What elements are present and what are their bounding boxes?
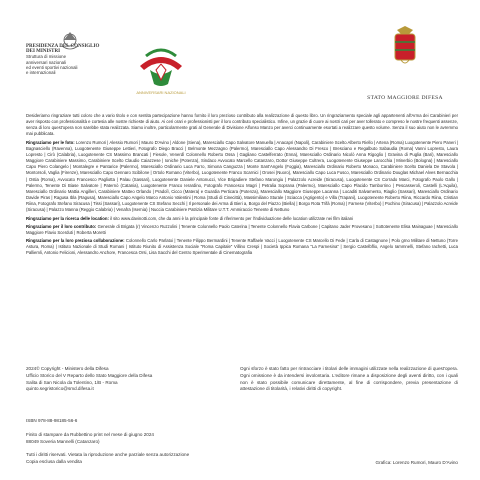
intro2-text: Siamo inoltre, particolarmente grati al Generale di Divisione Alfonso Manzo per averci continuamente esortati a realizzare questo volume. Senza il suo aiuto non le avremmo mai pubblicata. xyxy=(26,125,458,137)
intro-paragraph xyxy=(26,113,458,138)
locations-heading: Ringraziamo per la ricerca delle location: xyxy=(26,215,109,221)
copyright-block xyxy=(26,366,226,393)
presidenza-line4: anniversari nazionali xyxy=(26,59,67,65)
contributors-heading: Ringraziamo per il loro contributo: xyxy=(26,223,97,229)
copyright-line3: Salita di San Nicola da Tolentino, 1/B - Roma xyxy=(26,379,118,385)
collaboration-paragraph xyxy=(26,238,458,256)
rights-notice: Ogni sforzo è stato fatto per rintracciare i titolari delle immagini utilizzate nella realizzazione di quest'opera. Ogni omissione è da intendersi involontaria. L'editore rimane a disposizione degli aventi diritto, con i quali non è stato possibile comunicare direttamente, al fine di corrispondere, previa presentazione di attestazione di titolarità, i relativi diritti di copyright. xyxy=(240,366,458,392)
rights-line1: Tutti i diritti riservati. Vietata la riproduzione anche parziale senza autorizzazione xyxy=(26,452,190,457)
svg-text:ANNIVERSARI NAZIONALI: ANNIVERSARI NAZIONALI xyxy=(136,90,186,95)
printing-info xyxy=(26,432,246,446)
presidenza-line5: ed eventi sportivi nazionali xyxy=(26,64,78,70)
intro-text: Desideriamo ringraziare tutti coloro che a vario titolo e con sentita partecipazione hanno fornito il loro prezioso contributo alla realizzazione di questo libro. Un ringraziamento speciale agli appartenenti all'Arma dei Carabinieri per aver risposto con professionalità e cortesia alle nostre richieste di aiuto. Ai ceri orari e professionisti per il loro contributo specialistico. Infine, un grazie di cuore ai nostri cari per aver tollerato e compreso le nostre frequenti assenze, senza di loro quest'opera non sarebbe stata realizzata. xyxy=(26,113,458,131)
copyright-email: quinto.segristorico@smd.difesa.it xyxy=(26,386,94,392)
locations-text: il sito www.davinotti.com, che da anni è la principale fonte di riferimento per l'individuazione delle location utilizzate nei film italiani xyxy=(110,215,354,221)
presidenza-line1: PRESIDENZA DEL CONSIGLIO xyxy=(26,44,100,49)
acknowledgements xyxy=(26,113,458,258)
copyright-line2: Ufficio Storico del V Reparto dello Stato Maggiore della Difesa xyxy=(26,372,153,378)
presidenza-line3: Struttura di missione xyxy=(26,54,67,60)
stato-maggiore-difesa-crest xyxy=(383,24,427,68)
contributors-paragraph xyxy=(26,224,458,236)
rights-reserved xyxy=(26,452,246,466)
photos-text: Lorenzo Rumori | Alessio Rumori | Mauro D'Avino | Aldone (Siena), Maresciallo Capo Salvatore Manuella | Anacapri (Napoli), Carabiniere Scelto Alberto Riello | Artena (Roma) Luogotenente Piero Paneri | Bagnasciello (Ravenna), Luogotenente Giuseppe Lettieri, Fotografo Diego Bracci | Belmonte Mezzagno (Palermo), Maresciallo Capo Alessandro Di Fresco | Bresciano e Regalbuto Sabaudia (Roma) Vanni Lopresto, Laura Lopresto | Cirò (Calabria), Luogotenente CS Massimo Brancati | Fiesole, Venerdì Colonnello Roberto Ossa | Gagliano Castelferrato (Enna), Maresciallo Ordinario Nicolò Anna Rigoglio | Gravina di Puglia (Bari), Maresciallo Maggiore Carabiniere Massimo, Carabiniere Scelto Claudio Caiazzese | Ioniche (Potenza), Sindaco Avvocato Marcello Catanzaro, Dottor Giuseppe Cultrera, Luogotenente Giuseppe Larocchia | Minerbio (Bologna) | Maresciallo Capo Piero Colangelo | Montalegre e Pantarice (Palermo), Maresciallo Ordinario Luca Farro, Simona Canguzza | Monte Sant'Angelo (Foggia), Maresciallo Ordinario Roberto Monaco, Carabiniere Scelto Daniela De Stavola | Montorsoli, Vaglia (Firenze), Maresciallo Capo Gennaro Scibilone | Ortolo Romano (Viterbo), Luogotenente Franco Scarnici | Orosei (Nuoro), Maresciallo Capo Luca Fusco, Maresciallo Ordinario Douglas Michael Alves Bernacchia | Ostia (Roma), Avvocato Francesco Pagliotta | Palau (Sassari), Luogotenente Daniele Antonucci, Vice Brigadiere Stefano Marongiu | Palazzolo Acreide (Siracusa), Luogotenente CS Corrado Marci, Fotografo Paolo Gallo | Palermo, Tenente Di Biase Salvatore | Paternò (Catania), Luogotenente Franco Ierardino, Fotografo Francesco Magri | Petralia Soprana (Palermo), Maresciallo Capo Placido Tamborrino | Pescasseroli, Castelli (L'Aquila), Maresciallo Ordinario Mattia Angilleri, Carabiniere Matteo Orlando | Pradolì, Cicco (Matera) e Guardia Perticara (Potenza), Maresciallo Maggiore Giuseppe Lacanna | Locaditi Salvamento, Riaglio (Sassari), Maresciallo Ordinario Davide Piras | Ragusa Ibla (Ragusa), Maresciallo Capo Angelo Marco Antonio Valentini | Roma (Studi di Cinecittà), Massimiliano Sturale | Sciacca (Agrigento) e Villa (Trapani), Luogotenente Roberto Riina, Riccardo Riina, Cristian Riina, Fotografo Stefano Siracusa | Tissi (Sassari), Luogotenente CS Stefano Secchi | Il personale dei Arma di Bieri a, Borgo del Piazzo (Biella) | Borgo Rota Trifà (Roma) | Farnese (Viterbo) | Pochino (Siracusa) | Palazzolo Acreide (Siracusa) | Palazzo Manna (Reggio Calabria) | Venafra (Isernia) | Nuccia Carabiniere Patrizia Militare U.T.T. Ammiraccio Tenente di Nettuno xyxy=(26,139,458,213)
presidenza-line2: DEI MINISTRI xyxy=(26,49,61,55)
anniversari-nazionali-logo xyxy=(132,40,190,98)
collaboration-heading: Ringraziamo per la loro preziosa collaborazione: xyxy=(26,237,125,243)
printing-line1: Finito di stampare da Rubbettino print nel mese di giugno 2024 xyxy=(26,432,154,437)
copyright-line1: 2024© Copyright - Ministero della Difesa xyxy=(26,366,109,371)
photos-heading: Ringraziamo per le foto: xyxy=(26,139,75,145)
stato-maggiore-block xyxy=(360,24,450,104)
graphic-credits: Grafica: Lorenzo Rumori, Mauro D'Avino xyxy=(375,460,458,465)
header xyxy=(0,0,480,100)
collaboration-text: Colonnello Carlo Parlatoi | Tenente Filippo Bermardini | Tenente Raffaele Vacci | Luogotenente CS Marcello Di Fede | Carla di Castagnone | Polo grno Militare di Nettuno (Torre Astura, Roma) | Istituto Nazionale di Studi Romani | Istituto Riunito di Assistenza Sociale "Roma Capitale" Villino Crespi | Società Ippica Romana "La Farnesina" | Sergio Castelbflio, Angelo Iammnelli, Stefano Iachetti, Luca Palliemli, Antonio Felicioni, Alessandro Anchore, Francesca Orsi, Lisa Sacchi del Centro Sperimentale di Cinematografia xyxy=(26,237,458,256)
rights-line2: Copia esclusa dalla vendita xyxy=(26,458,82,464)
presidenza-block xyxy=(26,44,126,75)
locations-paragraph xyxy=(26,216,458,222)
photos-paragraph xyxy=(26,140,458,214)
stato-maggiore-label: STATO MAGGIORE DIFESA xyxy=(367,95,443,101)
isbn: ISBN 978-88-98185-56-6 xyxy=(26,418,78,423)
contributors-text: Generale di Brigata (r) Vincenzo Ruzzolini | Tenente Colonnello Paolo Caterina | Tenente Colonnello Flavia Carbone | Capitano Jader Provesano | Sottotenente Elisa Mainaguae | Maresciallo Maggiore Flavio Scerduti | Roberta Moretti xyxy=(26,223,458,235)
presidenza-line6: e internazionali xyxy=(26,70,56,76)
printing-line2: 88049 Soveria Mannelli (Catanzaro) xyxy=(26,438,100,444)
